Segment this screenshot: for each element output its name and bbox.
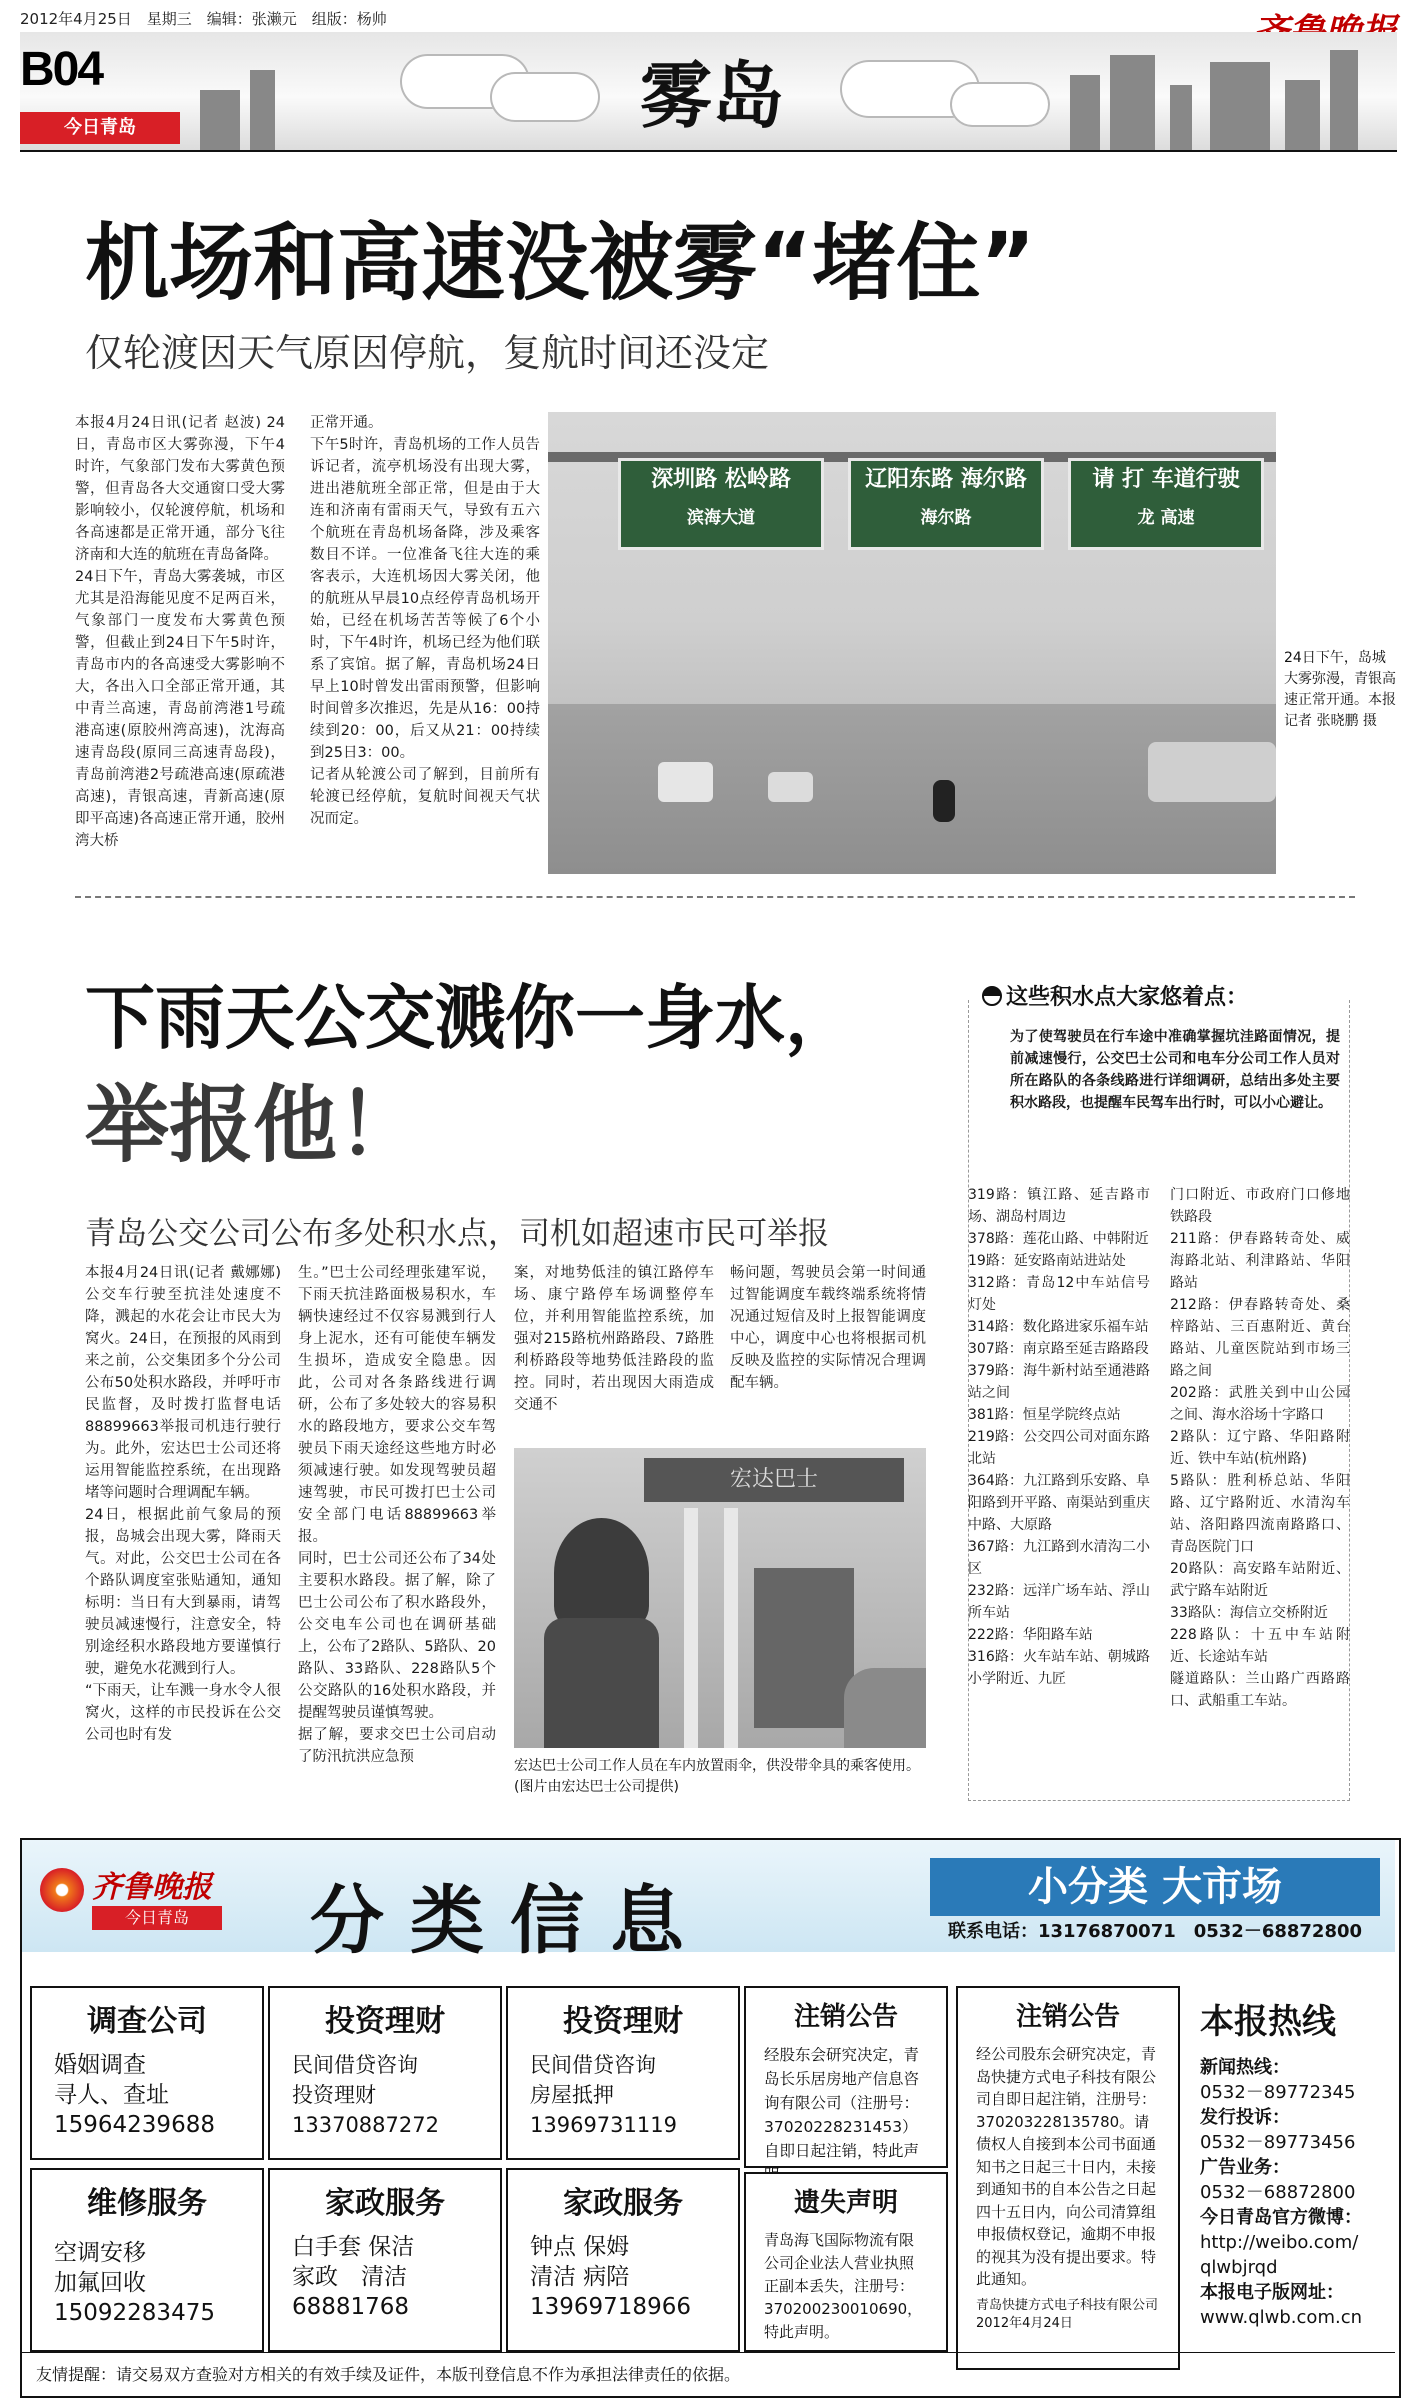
ad-investment-1: 投资理财 民间借贷咨询 投资理财 13370887272 (268, 1986, 502, 2160)
weibo-link[interactable]: http://weibo.com/qlwbjrqd (1200, 2232, 1359, 2278)
sidebar-column-2: 门口附近、市政府门口修地铁路段 211路：伊春路转奇处、威海路北站、利津路站、华阳路站 212路：伊春路转奇处、桑梓路站、三百惠附近、黄台路站、儿童医院站到市场三路之间 202路：武胜关到中山公园之间、海水浴场十字路口 2路队：辽宁路、华阳路附近、铁中车站(杭州路) 5路队：胜利桥总站、华阳路、辽宁路附近、水清沟车站、洛阳路四流南路路口、青岛医院门口 20路队：高安路车站附近、武宁路车站附近 33路队：海信立交桥附近 228路队：十五中车站附近、长途站车站 隧道路队：兰山路广西路路口、武船重工车站。 (1170, 1187, 1350, 1709)
story2-column-2: 生。”巴士公司经理张建军说，下雨天抗洼路面极易积水，车辆快速经过不仅容易溅到行人身上泥水，还有可能使车辆发生损坏，造成安全隐患。因此，公司对各条路线进行调研，公布了多处较大的容易积水的路段地方，要求公交车驾驶员下雨天途经这些地方时必须减速行驶。如发现驾驶员超速驾驶，市民可拨打巴士公司安全部门电话88899663举报。 同时，巴士公司还公布了34处主要积水路段。据了解，除了巴士公司公布了积水路段外，公交电车公司也在调研基础上，公布了2路队、5路队、20路队、33路队、228路队5个公交路队的16处积水路段，并提醒驾驶员谨慎驾驶。 据了解，要求交巴士公司启动了防汛抗洪应急预 (298, 1265, 496, 1765)
classified-footer-rule (22, 2352, 1395, 2353)
ad-cancellation-1: 注销公告 经股东会研究决定，青岛长乐居房地产信息咨询有限公司（注册号：37020228231453）自即日起注销，特此声 (744, 1986, 948, 2168)
ad-housekeeping-2: 家政服务 钟点 保姆 清洁 病陪 13969718966 (506, 2168, 740, 2352)
ad-repair: 维修服务 空调安移 加氟回收 15092283475 (30, 2168, 264, 2352)
story2-column-1: 本报4月24日讯(记者 戴娜娜) 公交车行驶至抗洼处速度不降，溅起的水花会让市民大为窝火。24日，在预报的风雨到来之前，公交集团多个分公司公布50处积水路段，并呼吁市民监督，及时拨打监督电话88899663举报司机违行驶行为。此外，宏达巴士公司还将运用智能监控系统，在出现路堵等问题时合理调配车辆。 24日，根据此前气象局的预报，岛城会出现大雾，降雨天气。对此，公交巴士公司在各个路队调度室张贴通知，通知标明：当日有大到暴雨，请驾驶员减速慢行，注意安全，特别途经积水路段地方要谨慎行驶，避免水花溅到行人。 “下雨天，让车溅一身水令人很窝火，这样的市民投诉在公交公司也时有发 (85, 1265, 282, 1743)
story2-headline-line2: 举报他！ (85, 1076, 422, 1174)
bus-umbrella-photo: 宏达巴士 (514, 1448, 926, 1748)
story1-column-2: 正常开通。 下午5时许，青岛机场的工作人员告诉记者，流亭机场没有出现大雾，进出港航班全部正常，但是由于大连和济南有雷雨天气，导致有五六个航班在青岛机场备降，涉及乘客数目不详。一位准备飞往大连的乘客表示，大连机场因大雾关闭，他的航班从早晨10点经停青岛机场开始，已经在机场苦苦等候了6个小时，下午4时许，机场已经为他们联系了宾馆。据了解，青岛机场24日早上10时曾发出雷雨预警，但影响时间曾多次推迟，先是从16：00持续到20：00，后又从21：00持续到25日3：00。 记者从轮渡公司了解到，目前所有轮渡已经停航，复航时间视天气状况而定。 (310, 415, 540, 827)
page-number: B04 (20, 43, 103, 96)
classified-contact: 联系电话：13176870071 0532－68872800 (947, 1921, 1363, 1942)
story2-column-4: 畅问题，驾驶员会第一时间通过智能调度车载终端系统将情况通过短信及时上报智能调度中心，调度中心也将根据司机反映及监控的实际情况合理调配车辆。 (730, 1265, 926, 1391)
ad-cancellation-2: 注销公告 经公司股东会研究决定，青岛快捷方式电子科技有限公司自即日起注销，注册号：370203228135780。请债权人自接到本公司书面通知书之日起三十日内，未接到通知书的自本公告之日起四十五日内，向公司清算组申报债权登记，逾期不申报的视其为没有提出要求。特此通知。 青岛快捷方式电子科技有限公司 2012年4月24日 (956, 1986, 1180, 2370)
dateline: 2012年4月25日 星期三 编辑：张濑元 组版：杨帅 (20, 10, 387, 28)
sidebar-intro: 为了使驾驶员在行车途中准确掌握坑洼路面情况，提前减速慢行，公交巴士公司和电车分公司工作人员对所在路队的各条线路进行详细调研，总结出多处主要积水路段，也提醒车民驾车出行时，可以小心避让。 (1010, 1029, 1340, 1111)
classified-footer-note: 友情提醒：请交易双方查验对方相关的有效手续及证件，本版刊登信息不作为承担法律责任的依据。 (36, 2365, 741, 2384)
classified-brand: 齐鲁晚报 (92, 1870, 212, 1905)
section-title: 雾岛 (640, 53, 785, 138)
story1-column-1: 本报4月24日讯(记者 赵波) 24日，青岛市区大雾弥漫，下午4时许，气象部门发布大雾黄色预警，但青岛各大交通窗口受大雾影响较小，仅轮渡停航，机场和各高速都是正常开通，部分飞往济南和大连的航班在青岛备降。 24日下午，青岛大雾袭城，市区尤其是沿海能见度不足两百米，气象部门一度发布大雾黄色预警，但截止到24日下午5时许，青岛市内的各高速受大雾影响不大，各出入口全部正常开通，其中青兰高速，青岛前湾港1号疏港高速(原胶州湾高速)，沈海高速青岛段(原同三高速青岛段)，青岛前湾港2号疏港高速(原疏港高速)，青银高速，青新高速(原即平高速)各高速正常开通，胶州湾大桥 (75, 415, 285, 849)
hotline-panel: 本报热线 新闻热线： 0532－89772345 发行投诉： 0532－89773456 广告业务： 0532－68872800 今日青岛官方微博： http://weibo.com/qlwbjrqd 本报电子版网址： www.qlwb.com.cn (1184, 1986, 1380, 2348)
classified-title: 分类信息 (310, 1878, 710, 1964)
road-sign-2: 辽阳东路 海尔路 海尔路 (848, 458, 1044, 550)
section-label: 今日青岛 (20, 112, 180, 144)
story2-photo-caption: 宏达巴士公司工作人员在车内放置雨伞，供没带伞具的乘客使用。(图片由宏达巴士公司提供) (514, 1758, 920, 1795)
ad-housekeeping-1: 家政服务 白手套 保洁 家政 清洁 68881768 (268, 2168, 502, 2352)
story1-headline: 机场和高速没被雾“堵住” (85, 214, 1036, 312)
fog-highway-photo (548, 412, 1276, 874)
story1-subhead: 仅轮渡因天气原因停航，复航时间还没定 (85, 331, 770, 375)
ad-lost-notice: 遗失声明 青岛海飞国际物流有限公司企业法人营业执照正副本丢失，注册号：370200230010690，特此声明。 (744, 2172, 948, 2352)
ad-investment-2: 投资理财 民间借贷咨询 房屋抵押 13969731119 (506, 1986, 740, 2160)
story2-headline-line1: 下雨天公交溅你一身水， (85, 977, 855, 1059)
sidebar-title: 这些积水点大家悠着点： (976, 980, 1254, 1011)
classified-slogan: 小分类 大市场 (930, 1858, 1380, 1916)
road-sign-3: 请 打 车道行驶 龙 高速 (1068, 458, 1264, 550)
story2-subhead: 青岛公交公司公布多处积水点，司机如超速市民可举报 (85, 1216, 829, 1252)
ad-investigation: 调查公司 婚姻调查 寻人、查址 15964239688 (30, 1986, 264, 2160)
website-link[interactable]: www.qlwb.com.cn (1200, 2307, 1362, 2328)
brand-logo-icon (40, 1868, 84, 1912)
story2-column-3: 案，对地势低洼的镇江路停车场、康宁路停车场调整停车位，并利用智能监控系统，加强对215路杭州路路段、7路胜利桥路段等地势低洼路段的监控。同时，若出现因大雨造成交通不 (514, 1265, 714, 1413)
story1-photo-caption: 24日下午，岛城大雾弥漫，青银高速正常开通。本报记者 张晓鹏 摄 (1284, 650, 1396, 729)
story-divider (75, 896, 1355, 898)
half-circle-icon (982, 986, 1002, 1006)
classified-brand-sub: 今日青岛 (92, 1906, 222, 1930)
sidebar-column-1: 319路：镇江路、延吉路市场、湖岛村周边 378路：莲花山路、中韩附近 19路：延安路南站进站处 312路：青岛12中车站信号灯处 314路：数化路进家乐福车站 307路：南京路至延吉路路段 379路：海牛新村站至通港路站之间 381路：恒星学院终点站 219路：公交四公司对面东路北站 364路：九江路到乐安路、阜阳路到开平路、南渠站到重庆中路、大原路 367路：九江路到水清沟二小区 232路：远洋广场车站、浮山所车站 222路：华阳路车站 316路：火车站车站、朝城路小学附近、九匠 (968, 1187, 1150, 1687)
road-sign-1: 深圳路 松岭路 滨海大道 (618, 458, 824, 550)
